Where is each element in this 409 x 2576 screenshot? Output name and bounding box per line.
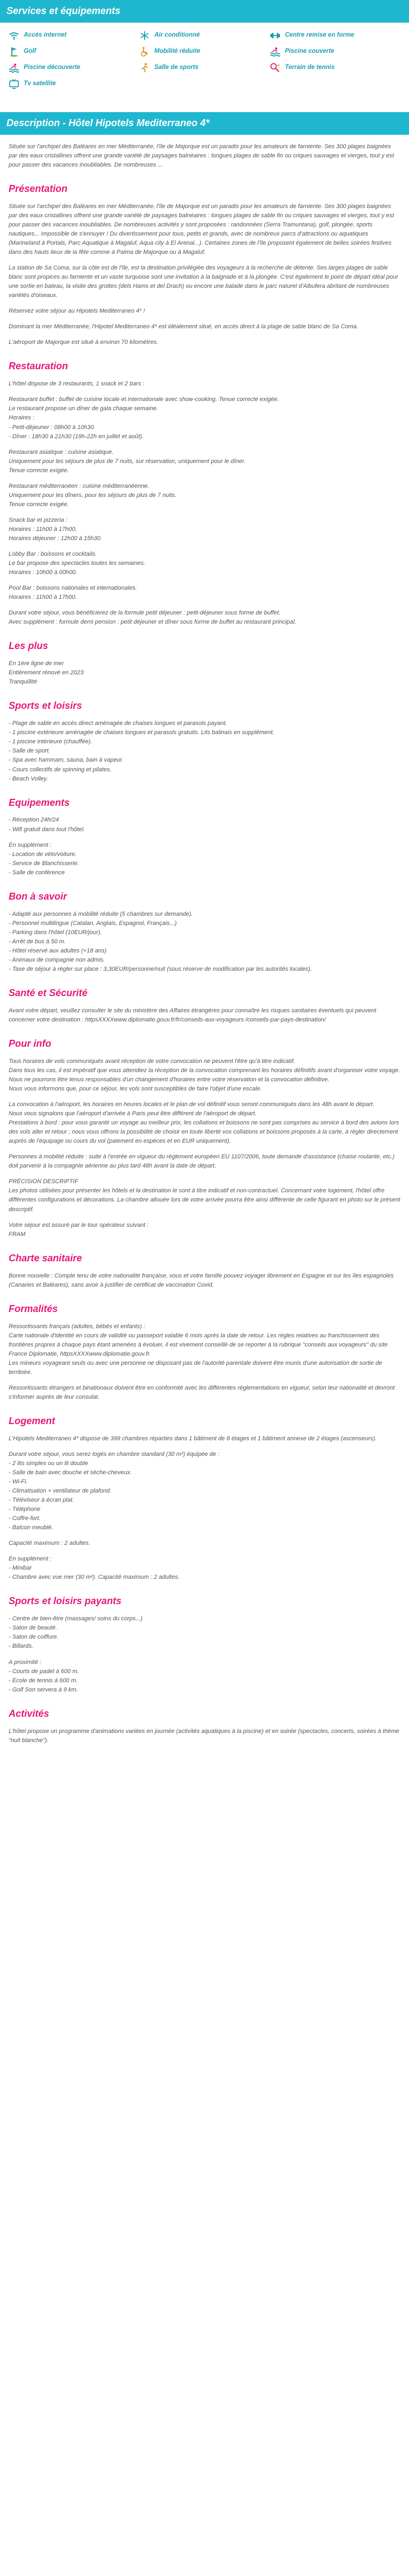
paragraph — [9, 550, 400, 577]
text-line: L'hôtel propose un programme d'animations variées en journée (activités aquatiques à la piscine) et en soirée (spectacles, concerts, soirées à thème "nuit blanche"). — [9, 1728, 399, 1744]
text-line: - Téléviseur à écran plat. — [9, 1497, 74, 1504]
text-line: - Minibar — [9, 1565, 32, 1572]
text-line: - Salle de bain avec douche et sèche-cheveux. — [9, 1469, 132, 1476]
paragraph — [9, 1539, 400, 1548]
service-item — [270, 30, 400, 41]
text-line: Tous horaires de vols communiqués avant réception de votre convocation ne peuvent l'être qu'à titre indicatif. — [9, 1058, 295, 1065]
text-line: - Cours collectifs de spinning et pilates. — [9, 766, 112, 773]
paragraph-gap — [9, 441, 400, 448]
text-line: - Taxe de séjour à régler sur place : 3,30EUR/personne/nuit (sous réserve de modification par les autorités locales). — [9, 965, 312, 972]
paragraph-gap — [9, 475, 400, 482]
text-line: Les mineurs voyageant seuls ou avec une personne ne disposant pas de l'autorité parentale doivent être munis d'une autorisation de sortie de territoire. — [9, 1359, 383, 1376]
text-line: En supplément : — [9, 841, 52, 848]
text-line: A proximité : — [9, 1659, 42, 1666]
runner-icon — [139, 63, 150, 73]
paragraph — [9, 202, 400, 257]
paragraph — [9, 1450, 400, 1532]
section-title: Logement — [9, 1415, 56, 1426]
text-line: Uniquement pour les séjours de plus de 7 nuits, sur réservation, uniquement pour le dîner. — [9, 458, 246, 465]
text-line: Nous vous signalons que l'aéroport d'arrivée à Paris peut être différent de l'aéroport de départ. — [9, 1110, 257, 1117]
service-item — [270, 63, 400, 73]
paragraph — [9, 338, 400, 347]
service-item — [139, 46, 270, 57]
text-line: L'Hipotels Mediterraneo 4* dispose de 399 chambres réparties dans 1 bâtiment de 8 étages et 1 bâtiment annexe de 2 étages (ascenseurs). — [9, 1435, 377, 1442]
paragraph — [9, 1384, 400, 1402]
text-line: Pool Bar : boissons nationales et internationales. — [9, 585, 137, 592]
text-line: Les photos utilisées pour présenter les hôtels et la destination le sont à titre indicatif et non-contractuel. Concernant votre logement, l'hôtel offre différentes configurations et décorations. La chambre allouée lors de votre arrivée pourra être ainsi différente de celle figurant en photo sur le présent descriptif. — [9, 1187, 400, 1213]
section-title: Santé et Sécurité — [9, 987, 88, 998]
paragraph-gap — [9, 834, 400, 841]
paragraph-gap — [9, 1214, 400, 1221]
text-line: Nous vous informons que, pour ce séjour, les vols sont susceptibles de faire l'objet d'une escale. — [9, 1086, 262, 1092]
description-title-bar — [0, 112, 409, 135]
paragraph-gap — [9, 602, 400, 609]
text-line: - Beach Volley. — [9, 775, 48, 782]
paragraph-gap — [9, 257, 400, 264]
service-item — [139, 30, 270, 41]
service-label: Piscine couverte — [285, 47, 335, 54]
text-line: Durant votre séjour, vous bénéficierez de la formule petit déjeuner : petit-déjeuner sous forme de buffet. — [9, 610, 281, 617]
text-line: PRÉCISION DESCRIPTIF — [9, 1178, 78, 1185]
service-label: Air conditionné — [154, 31, 200, 38]
service-item — [270, 46, 400, 57]
paragraph-gap — [9, 543, 400, 550]
paragraph — [9, 609, 400, 627]
wheelchair-icon — [139, 46, 150, 57]
text-line: - Wi-Fi. — [9, 1478, 28, 1485]
pool-icon — [270, 46, 281, 57]
services-title: Services et équipements — [6, 5, 121, 16]
paragraph — [9, 322, 400, 332]
paragraph-gap — [9, 300, 400, 307]
text-line: En supplément : — [9, 1556, 52, 1563]
text-line: Lobby Bar : boissons et cocktails. — [9, 551, 97, 558]
text-line: - Ecole de tennis à 600 m. — [9, 1677, 78, 1684]
services-grid — [0, 23, 409, 96]
paragraph-gap — [9, 1444, 400, 1450]
text-line: Dominant la mer Méditerranée, l'Hipotel Mediterraneo 4* est idéalement situé, en accès direct à la plage de sable blanc de Sa Coma. — [9, 323, 358, 330]
paragraph-gap — [9, 1548, 400, 1555]
text-line: - Salon de coiffure. — [9, 1634, 59, 1641]
text-line: L'aéroport de Majorque est situé à environ 70 kilomètres. — [9, 339, 159, 346]
text-line: - Dîner : 18h30 à 21h30 (19h-22h en juillet et août). — [9, 433, 144, 440]
section-title: Formalités — [9, 1303, 58, 1314]
golf-flag-icon — [9, 46, 19, 57]
text-line: Avant votre départ, veuillez consulter le site du ministère des Affaires étrangères pour connaître les risques sanitaires éventuels qui peuvent concerner votre destination : httpsXXXXwww.diplomatie.gouv.fr/fr/conseils-aux-voyageurs /conseils-par-pays-destination/ — [9, 1007, 377, 1023]
service-label: Piscine découverte — [24, 64, 80, 71]
text-line: Nous ne pourrons être tenus responsables d'un changement d'horaires entre votre réservation et la convocation définitive. — [9, 1076, 330, 1083]
paragraph — [9, 584, 400, 602]
paragraph — [9, 910, 400, 974]
text-line: - Salle de sport. — [9, 748, 51, 755]
paragraph — [9, 379, 400, 389]
paragraph — [9, 482, 400, 509]
section-title: Sports et loisirs payants — [9, 1596, 122, 1607]
paragraph-gap — [9, 332, 400, 338]
section-title: Activités — [9, 1708, 50, 1719]
section-title: Restauration — [9, 361, 69, 372]
snowflake-icon — [139, 30, 150, 41]
text-line: Votre séjour est assuré par le tour opérateur suivant : — [9, 1221, 149, 1228]
text-line: - 1 piscine extérieure aménagée de chaises longues et parasols gratuits. Lits balinais en supplément. — [9, 729, 275, 736]
text-line: Dans tous les cas, il est impératif que vous attendiez la réception de la convocation comprenant les horaires définitifs avant d'organiser votre voyage. — [9, 1067, 400, 1074]
text-line: - Téléphone — [9, 1506, 40, 1513]
paragraph — [9, 1057, 400, 1094]
text-line: Le restaurant propose un dîner de gala chaque semaine. — [9, 405, 159, 412]
text-line: - Courts de padel à 600 m. — [9, 1668, 79, 1675]
service-label: Accès internet — [24, 31, 67, 38]
description-content — [0, 135, 409, 1767]
paragraph-gap — [9, 509, 400, 516]
text-line: - Animaux de compagnie non admis. — [9, 956, 105, 963]
text-line: Horaires : 11h00 à 17h00. — [9, 594, 77, 601]
text-line: - Balcon meublé. — [9, 1524, 53, 1531]
service-label: Mobilité réduite — [154, 47, 200, 54]
paragraph-gap — [9, 1652, 400, 1658]
pool-icon — [9, 63, 19, 73]
text-line: Tenue correcte exigée. — [9, 501, 69, 508]
text-line: Uniquement pour les dîners, pour les séjours de plus de 7 nuits. — [9, 492, 177, 499]
section-title: Bon à savoir — [9, 890, 67, 902]
service-label: Tv satellite — [24, 80, 56, 87]
text-line: - 1 piscine intérieure (chauffée). — [9, 738, 92, 745]
text-line: - Service de Blanchisserie. — [9, 860, 79, 867]
text-line: Restaurant asiatique : cuisine asiatique. — [9, 448, 114, 455]
text-line: - Personnel multilingue (Catalan, Anglais, Espagnol, Français...) — [9, 920, 177, 927]
text-line: Ressortissants français (adultes, bébés et enfants) : — [9, 1323, 146, 1330]
text-line: La convocation à l'aéroport, les horaires en heures locales et le plan de vol définitif vous seront communiqués dans les 48h avant le départ. — [9, 1101, 374, 1108]
text-line: En 1ère ligne de mer — [9, 660, 64, 667]
text-line: - Location de vélo/voiture. — [9, 851, 77, 858]
text-line: - Arrêt de bus à 50 m. — [9, 938, 66, 945]
paragraph — [9, 395, 400, 441]
paragraph — [9, 264, 400, 300]
paragraph — [9, 1100, 400, 1146]
section-title: Présentation — [9, 183, 68, 194]
service-item — [9, 63, 139, 73]
text-line: - Salon de beauté. — [9, 1625, 57, 1632]
paragraph-gap — [9, 1377, 400, 1384]
text-line: - Salle de conférence — [9, 869, 65, 876]
paragraph-gap — [9, 389, 400, 395]
tennis-icon — [270, 63, 281, 73]
description-intro: Située sur l'archipel des Baléares en mer Méditerranée, l'île de Majorque est un paradis pour les amateurs de farniente. Ses 300 plages baignées par des eaux cristallines offrent une grande variété de paysages balnéaires : longues plages de sable fin ou criques sauvages et vierges, tout y est pour passer des vacances inoubliables. De nombreuses ... — [9, 143, 394, 168]
text-line: - 2 lits simples ou un lit double — [9, 1460, 88, 1467]
text-line: - Hôtel réservé aux adultes (+18 ans) — [9, 947, 107, 954]
service-label: Golf — [24, 47, 36, 54]
text-line: - Chambre avec vue mer (30 m²). Capacité maximum : 2 adultes. — [9, 1574, 180, 1581]
paragraph-gap — [9, 1146, 400, 1152]
paragraph-gap — [9, 1094, 400, 1100]
text-line: Entièrement rénové en 2023 — [9, 669, 84, 676]
paragraph-gap — [9, 577, 400, 584]
text-line: Horaires déjeuner : 12h00 à 15h30. — [9, 535, 103, 542]
section-title: Sports et loisirs — [9, 700, 83, 712]
text-line: FRAM — [9, 1231, 26, 1238]
text-line: - Petit-déjeuner : 08h00 à 10h30. — [9, 424, 96, 431]
text-line: - Billards. — [9, 1643, 33, 1650]
text-line: L'hôtel dispose de 3 restaurants, 1 snack et 2 bars : — [9, 381, 145, 388]
paragraph — [9, 1006, 400, 1025]
text-line: Restaurant buffet : buffet de cuisine locale et internationale avec show-cooking. Tenue correcte exigée. — [9, 396, 280, 403]
paragraph — [9, 659, 400, 687]
paragraph — [9, 1221, 400, 1239]
paragraph — [9, 1614, 400, 1651]
text-line: Réservez votre séjour au Hipotels Mediterraneo 4* ! — [9, 308, 145, 315]
paragraph — [9, 307, 400, 316]
service-item — [9, 79, 139, 89]
paragraph — [9, 1555, 400, 1582]
text-line: - Coffre-fort. — [9, 1515, 41, 1522]
text-line: - Wifi gratuit dans tout l'hôtel. — [9, 826, 85, 833]
text-line: Personnes à mobilité réduite : suite à l'entrée en vigueur du règlement européen EU 1107/2006, toute demande d'assistance (chaise roulante, etc.) doit parvenir à la compagnie aérienne au plus tard 48h avant la date de départ. — [9, 1154, 395, 1170]
text-line: Horaires : 10h00 à 00h00. — [9, 569, 78, 576]
text-line: La station de Sa Coma, sur la côte est de l'île, est la destination privilégiée des voyageurs à la recherche de détente. Ses larges plages de sable blanc sont propices au farniente et un vaste turquoise sont une invitation à la baignade et à la plongée. C'est également le point de départ idéal pour une sortie en bateau, la visite des grottes (dels Hams et del Drach) ou encore une balade dans le parc naturel d'Albufera abritant de nombreuses variétés d'oiseaux. — [9, 265, 398, 299]
paragraph-gap — [9, 316, 400, 322]
text-line: Restaurant méditerranéen : cuisine méditerranéenne. — [9, 482, 149, 489]
paragraph — [9, 1658, 400, 1695]
paragraph — [9, 1322, 400, 1377]
description-title: Description - Hôtel Hipotels Mediterraneo 4* — [6, 117, 210, 128]
paragraph — [9, 1177, 400, 1214]
text-line: Avec supplément : formule demi pension : petit déjeuner et dîner sous forme de buffet au restaurant principal. — [9, 619, 296, 626]
service-label: Centre remise en forme — [285, 31, 355, 38]
text-line: Située sur l'archipel des Baléares en mer Méditerranée, l'île de Majorque est un paradis pour les amateurs de farniente. Ses 300 plages baignées par des eaux cristallines offrent une grande variété de paysages balnéaires : longues plages de sable fin ou criques sauvages et vierges, tout y est pour passer des vacances inoubliables. De nombreuses activités y sont proposées : randonnées (Serra Tramuntana), golf, plongée, sports nautiques... Impossible de s'ennuyer ! Du divertissement pour tous, petits et grands, avec de nombreux parcs d'attractions ou aquatiques (Marineland à Portals, Parc Aquatique à Magaluf, Aqua city à El Arenal...). Certaines zones de l'île proposent également de belles soirées festives dans des hauts lieux de la fête comme à Palma de Majorque ou à Magaluf. — [9, 203, 394, 256]
paragraph — [9, 448, 400, 475]
service-item — [9, 30, 139, 41]
paragraph — [9, 1152, 400, 1171]
service-label: Terrain de tennis — [285, 64, 335, 71]
text-line: - Adapté aux personnes à mobilité réduite (5 chambres sur demande). — [9, 910, 193, 917]
text-line: Horaires : — [9, 415, 35, 422]
paragraph — [9, 719, 400, 783]
wifi-icon — [9, 30, 19, 41]
text-line: Durant votre séjour, vous serez logés en chambre standard (30 m²) équipée de : — [9, 1451, 220, 1458]
service-label: Salle de sports — [154, 64, 199, 71]
text-line: - Parking dans l'hôtel (10EUR/jour). — [9, 929, 102, 936]
tv-icon — [9, 79, 19, 89]
paragraph — [9, 1434, 400, 1444]
text-line: - Climatisation + ventilateur de plafond. — [9, 1488, 112, 1495]
text-line: - Golf Son servera à 9 km. — [9, 1686, 78, 1693]
text-line: Prestations à bord : pour vous garantir un voyage au meilleur prix, les collations et boissons ne sont pas comprises au service à bord des avions lors des vols aller et retour ; nous vous offrons la possibilité de choisir en toute liberté vos collations et boissons proposés à la carte, à régler directement auprès de l'équipage ou cours du vol (paiement en espèces et en EUR uniquement). — [9, 1120, 399, 1145]
text-line: Bonne nouvelle : Compte tenu de votre nationalité française, vous et votre famille pouvez voyager librement en Espagne et sur les îles espagnoles (Canaries et Baléares), sans avoir à justifier de certificat de vaccination Covid. — [9, 1272, 394, 1288]
text-line: - Réception 24h/24 — [9, 817, 59, 824]
paragraph — [9, 516, 400, 543]
text-line: Carte nationale d'identité en cours de validité ou passeport valable 6 mois après la date de retour. Les règles relatives au franchissement des frontières propres à chaque pays étant amenées à évoluer, il est vivement conseillé de se reporter à la rubrique "conseils aux voyageurs" du site France Diplomatie, httpsXXXXwww.diplomatie.gouv.fr. — [9, 1332, 388, 1357]
paragraph — [9, 1272, 400, 1290]
service-item — [139, 63, 270, 73]
text-line: Tranquillité — [9, 679, 37, 686]
text-line: - Spa avec hammam, sauna, bain à vapeur. — [9, 757, 124, 764]
section-title: Charte sanitaire — [9, 1252, 83, 1263]
text-line: - Centre de bien-être (massages/ soins du corps...) — [9, 1615, 143, 1622]
text-line: Capacité maximum : 2 adultes. — [9, 1540, 91, 1547]
text-line: Ressortissants étrangers et binationaux doivent être en conformité avec les différentes réglementations en vigueur, selon leur nationalité et devront s'informer auprès de leur consulat. — [9, 1384, 395, 1400]
text-line: Le bar propose des spectacles toutes les semaines. — [9, 560, 146, 567]
paragraph-gap — [9, 1532, 400, 1539]
paragraph — [9, 1727, 400, 1745]
text-line: Tenue correcte exigée. — [9, 467, 69, 474]
text-line: - Plage de sable en accès direct aménagée de chaises longues et parasols payant. — [9, 720, 227, 727]
service-item — [9, 46, 139, 57]
paragraph-gap — [9, 1171, 400, 1177]
services-title-bar — [0, 0, 409, 23]
section-title: Pour info — [9, 1038, 51, 1049]
section-title: Equipements — [9, 797, 70, 808]
text-line: Horaires : 11h00 à 17h00. — [9, 526, 77, 533]
paragraph — [9, 841, 400, 878]
text-line: Snack bar et pizzeria : — [9, 516, 67, 523]
paragraph — [9, 816, 400, 834]
dumbbell-icon — [270, 30, 281, 41]
section-title: Les plus — [9, 640, 49, 652]
